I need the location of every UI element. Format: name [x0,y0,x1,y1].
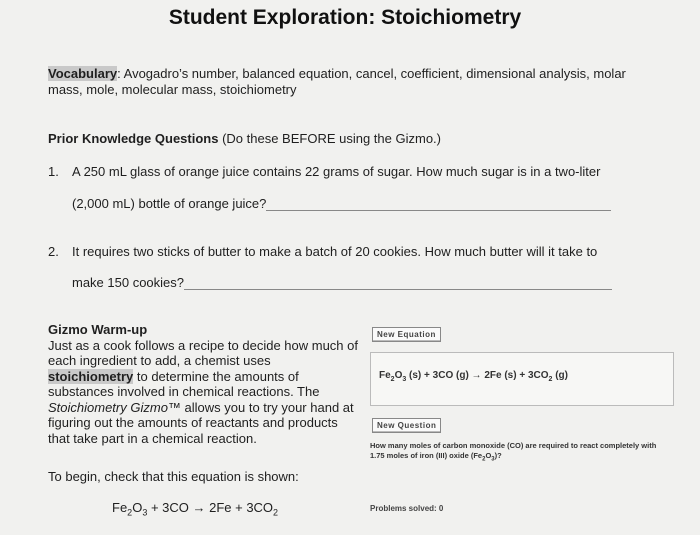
begin-instruction: To begin, check that this equation is shown: [48,469,299,484]
stoichiometry-term: stoichiometry [48,368,134,384]
q-subscript: 2 [482,456,486,463]
gizmo-name: Stoichiometry Gizmo™ [48,399,181,415]
eq-subscript: 3 [142,507,148,518]
warmup-text: allows you to try your hand at figuring out the amounts of reactants and products that take part in a chemical reaction. [48,399,354,446]
question-text-line2 [72,275,612,290]
vocabulary-label: Vocabulary [48,66,118,81]
eq-part: + 3CO → 2Fe + 3CO [147,500,274,515]
warmup-text: to determine the amounts of substances involved in chemical reactions. The [48,368,320,399]
eq-subscript: 2 [273,507,279,518]
eq-part: (g) [552,370,568,381]
prior-knowledge-note: (Do these BEFORE using the Gizmo.) [218,131,441,146]
eq-subscript: 2 [390,376,395,383]
q-subscript: 3 [491,456,495,463]
question-text: (2,000 mL) bottle of orange juice? [72,196,267,211]
problems-solved-counter: Problems solved: 0 [370,504,444,513]
gizmo-warmup [48,322,358,446]
question-text-line1: It requires two sticks of butter to make a batch of 20 cookies. How much butter will it take to [72,244,598,259]
page-title: Student Exploration: Stoichiometry [168,6,522,29]
warmup-text: Just as a cook follows a recipe to decide how much of each ingredient to add, a chemist uses [48,337,358,368]
question-main: How many moles of carbon monoxide (CO) are required to react completely with 1.75 moles of iron (III) oxide (Fe [370,441,657,460]
question-text-line2 [72,196,611,211]
q-part: O [485,451,492,460]
eq-subscript: 3 [402,376,407,383]
eq-subscript: 2 [127,507,133,518]
gizmo-equation-display [370,352,674,406]
warmup-heading: Gizmo Warm-up [48,322,148,337]
prior-knowledge-heading [48,131,441,146]
answer-blank-2[interactable] [184,277,612,290]
gizmo-question [370,441,660,465]
vocabulary-section [48,66,648,98]
new-question-button[interactable]: New Question [372,418,441,433]
eq-subscript: 2 [548,376,553,383]
warmup-equation [112,500,278,518]
question-text: make 150 cookies? [72,275,185,290]
question-text-line1: A 250 mL glass of orange juice contains 22 grams of sugar. How much sugar is in a two-liter [72,164,601,179]
warmup-paragraph [48,338,358,447]
vocabulary-terms: : Avogadro’s number, balanced equation, cancel, coefficient, dimensional analysis, molar mass, mole, molecular mass, stoichiometry [48,66,626,97]
q-part: )? [494,451,502,460]
eq-part: (s) + 3CO (g) → 2Fe (s) + 3CO [406,370,549,381]
prior-knowledge-title: Prior Knowledge Questions [48,131,219,146]
eq-part: Fe [379,370,391,381]
eq-part: Fe [112,500,128,515]
question-number: 1. [48,164,59,179]
question-number: 2. [48,244,59,259]
new-equation-button[interactable]: New Equation [372,327,441,342]
eq-part: O [132,500,143,515]
gizmo-equation [379,370,568,383]
answer-blank-1[interactable] [266,198,611,211]
eq-part: O [394,370,403,381]
